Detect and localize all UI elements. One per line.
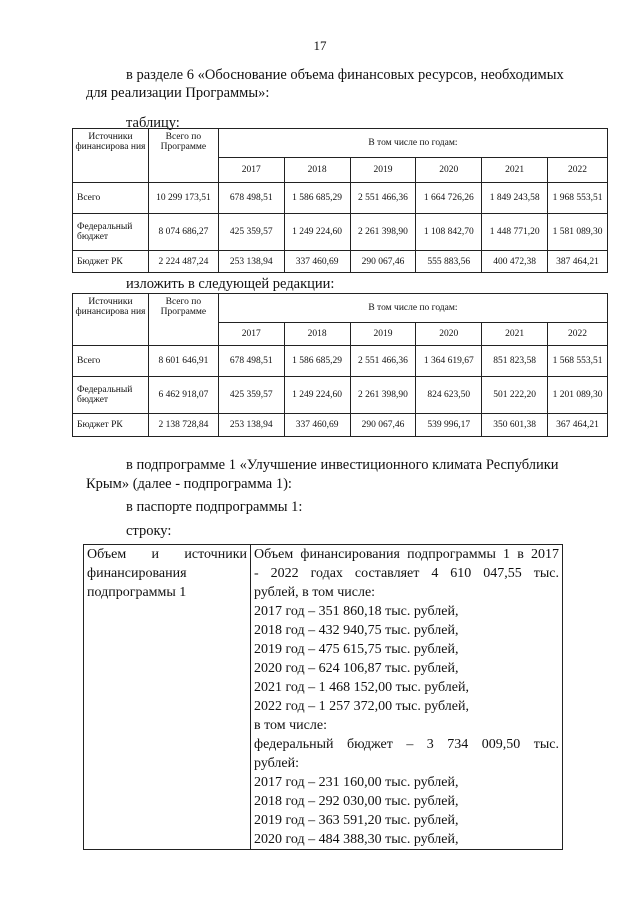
year-header: 2018 bbox=[284, 158, 350, 183]
row-year-value: 1 108 842,70 bbox=[416, 214, 482, 251]
passport-right-line: 2020 год – 624 106,87 тыс. рублей, bbox=[254, 661, 459, 676]
row-label: Бюджет РК bbox=[73, 414, 149, 437]
table-label: таблицу: bbox=[126, 115, 180, 131]
year-header: 2019 bbox=[350, 158, 416, 183]
passport-right-line: - 2022 годах составляет 4 610 047,55 тыс. bbox=[254, 566, 559, 581]
passport-right-line: рублей: bbox=[254, 756, 299, 771]
row-label: Всего bbox=[73, 346, 149, 377]
header-source: Источники финансирова ния bbox=[73, 129, 149, 183]
row-year-value: 2 551 466,36 bbox=[350, 346, 416, 377]
row-year-value: 851 823,58 bbox=[482, 346, 548, 377]
year-header: 2021 bbox=[482, 323, 548, 346]
row-label: Бюджет РК bbox=[73, 251, 149, 273]
intro-line-1: в разделе 6 «Обоснование объема финансовых ресурсов, необходимых bbox=[126, 67, 564, 83]
passport-right-line: 2017 год – 231 160,00 тыс. рублей, bbox=[254, 775, 459, 790]
passport-right-line: 2019 год – 475 615,75 тыс. рублей, bbox=[254, 642, 459, 657]
row-year-value: 290 067,46 bbox=[350, 414, 416, 437]
row-total: 6 462 918,07 bbox=[148, 377, 218, 414]
row-year-value: 1 249 224,60 bbox=[284, 377, 350, 414]
row-year-value: 1 201 089,30 bbox=[548, 377, 608, 414]
row-year-value: 253 138,94 bbox=[218, 251, 284, 273]
row-label: Федеральный бюджет bbox=[73, 377, 149, 414]
page-number: 17 bbox=[313, 38, 327, 53]
row-label: строку: bbox=[126, 523, 172, 539]
row-year-value: 1 581 089,30 bbox=[548, 214, 608, 251]
row-label: Всего bbox=[73, 183, 149, 214]
passport-left-line: подпрограммы 1 bbox=[87, 585, 187, 600]
row-year-value: 1 249 224,60 bbox=[284, 214, 350, 251]
year-header: 2022 bbox=[548, 323, 608, 346]
row-label: Федеральный бюджет bbox=[73, 214, 149, 251]
row-year-value: 1 568 553,51 bbox=[548, 346, 608, 377]
passport-right-line: в том числе: bbox=[254, 718, 327, 733]
row-year-value: 678 498,51 bbox=[218, 346, 284, 377]
year-header: 2017 bbox=[218, 158, 284, 183]
row-year-value: 824 623,50 bbox=[416, 377, 482, 414]
row-year-value: 350 601,38 bbox=[482, 414, 548, 437]
financing-table-old bbox=[72, 128, 608, 273]
row-year-value: 539 996,17 bbox=[416, 414, 482, 437]
row-year-value: 2 261 398,90 bbox=[350, 377, 416, 414]
row-total: 8 601 646,91 bbox=[148, 346, 218, 377]
header-by-years: В том числе по годам: bbox=[218, 294, 607, 323]
year-header: 2021 bbox=[482, 158, 548, 183]
passport-label: в паспорте подпрограммы 1: bbox=[126, 499, 303, 515]
passport-right-line: 2020 год – 484 388,30 тыс. рублей, bbox=[254, 832, 459, 847]
row-year-value: 425 359,57 bbox=[218, 214, 284, 251]
financing-table-new bbox=[72, 293, 608, 437]
passport-table bbox=[83, 544, 563, 850]
year-header: 2020 bbox=[416, 323, 482, 346]
header-source: Источники финансирова ния bbox=[73, 294, 149, 346]
edit-label: изложить в следующей редакции: bbox=[126, 276, 335, 292]
row-total: 10 299 173,51 bbox=[148, 183, 218, 214]
passport-right-line: 2019 год – 363 591,20 тыс. рублей, bbox=[254, 813, 459, 828]
row-year-value: 337 460,69 bbox=[284, 414, 350, 437]
row-year-value: 501 222,20 bbox=[482, 377, 548, 414]
passport-left-line: финансирования bbox=[87, 566, 187, 581]
year-header: 2020 bbox=[416, 158, 482, 183]
year-header: 2017 bbox=[218, 323, 284, 346]
row-year-value: 1 586 685,29 bbox=[284, 346, 350, 377]
row-year-value: 290 067,46 bbox=[350, 251, 416, 273]
row-year-value: 1 664 726,26 bbox=[416, 183, 482, 214]
table-row bbox=[73, 183, 608, 214]
passport-left-line: Объем и источники bbox=[87, 547, 247, 562]
row-year-value: 1 586 685,29 bbox=[284, 183, 350, 214]
table-row bbox=[73, 414, 608, 437]
subprogram-line-1: в подпрограмме 1 «Улучшение инвестиционного климата Республики bbox=[126, 457, 559, 473]
passport-right-line: 2017 год – 351 860,18 тыс. рублей, bbox=[254, 604, 459, 619]
row-year-value: 1 849 243,58 bbox=[482, 183, 548, 214]
row-total: 2 224 487,24 bbox=[148, 251, 218, 273]
row-year-value: 367 464,21 bbox=[548, 414, 608, 437]
passport-right-line: 2022 год – 1 257 372,00 тыс. рублей, bbox=[254, 699, 469, 714]
row-year-value: 1 364 619,67 bbox=[416, 346, 482, 377]
passport-right-line: федеральный бюджет – 3 734 009,50 тыс. bbox=[254, 737, 559, 752]
passport-right-cell bbox=[251, 545, 563, 850]
row-year-value: 425 359,57 bbox=[218, 377, 284, 414]
table-row bbox=[73, 251, 608, 273]
row-year-value: 678 498,51 bbox=[218, 183, 284, 214]
passport-right-line: 2018 год – 432 940,75 тыс. рублей, bbox=[254, 623, 459, 638]
passport-right-line: рублей, в том числе: bbox=[254, 585, 376, 600]
header-total: Всего по Программе bbox=[148, 294, 218, 346]
row-year-value: 253 138,94 bbox=[218, 414, 284, 437]
row-year-value: 2 551 466,36 bbox=[350, 183, 416, 214]
table-row bbox=[73, 377, 608, 414]
row-year-value: 387 464,21 bbox=[548, 251, 608, 273]
subprogram-line-2: Крым» (далее - подпрограмма 1): bbox=[86, 476, 292, 492]
year-header: 2018 bbox=[284, 323, 350, 346]
header-total: Всего по Программе bbox=[148, 129, 218, 183]
passport-right-line: 2018 год – 292 030,00 тыс. рублей, bbox=[254, 794, 459, 809]
year-header: 2019 bbox=[350, 323, 416, 346]
passport-right-line: 2021 год – 1 468 152,00 тыс. рублей, bbox=[254, 680, 469, 695]
year-header: 2022 bbox=[548, 158, 608, 183]
row-year-value: 2 261 398,90 bbox=[350, 214, 416, 251]
row-year-value: 400 472,38 bbox=[482, 251, 548, 273]
intro-line-2: для реализации Программы»: bbox=[86, 85, 270, 101]
row-year-value: 1 448 771,20 bbox=[482, 214, 548, 251]
table-row bbox=[73, 346, 608, 377]
row-year-value: 1 968 553,51 bbox=[548, 183, 608, 214]
passport-left-cell bbox=[84, 545, 251, 850]
passport-right-line: Объем финансирования подпрограммы 1 в 2017 bbox=[254, 547, 559, 562]
row-total: 2 138 728,84 bbox=[148, 414, 218, 437]
row-year-value: 337 460,69 bbox=[284, 251, 350, 273]
row-total: 8 074 686,27 bbox=[148, 214, 218, 251]
row-year-value: 555 883,56 bbox=[416, 251, 482, 273]
table-row bbox=[73, 214, 608, 251]
header-by-years: В том числе по годам: bbox=[218, 129, 607, 158]
